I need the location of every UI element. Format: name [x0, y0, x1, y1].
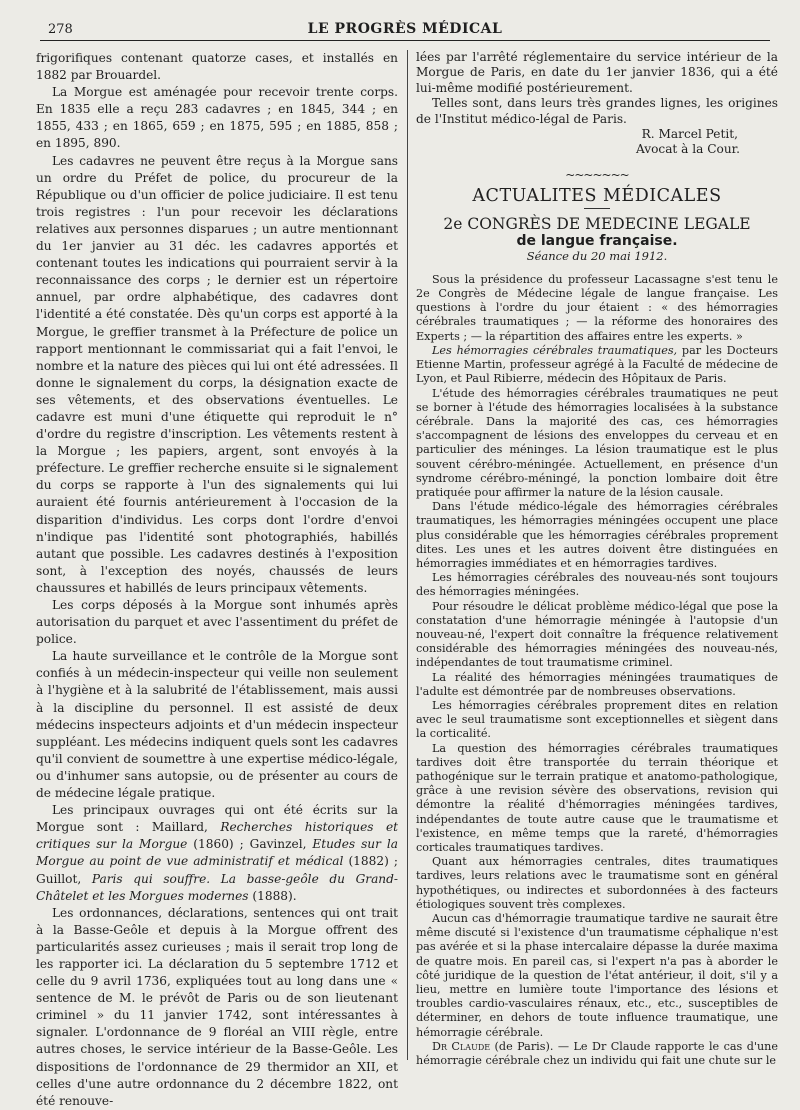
- signature-title: Avocat à la Cour.: [635, 142, 740, 157]
- item-heading: [416, 344, 778, 387]
- paragraph: Aucun cas d'hémorragie traumatique tardive ne saurait être même discuté si l'existence d'un traumatisme céphalique n'est pas avérée et si la phase intercalaire dépasse la durée maxima de quatre mois. En pareil cas, si l'expert n'a pas à aborder le côté juridique de la question de l'état antérieur, il doit, s'il y a lieu, mettre en lumière toute l'importance des lésions et troubles cardio-vasculaires rénaux, etc., etc., susceptibles de déterminer, en dehors de toute influence traumatique, une hémorragie cérébrale.: [416, 912, 778, 1039]
- paragraph: La question des hémorragies cérébrales traumatiques tardives doit être transportée du terrain théorique et pathogénique sur le terrain pratique et anatomo-pathologique, grâce à une revision sévère des observations, revision qui démontre la réalité d'hémorragies méningées tardives, indépendantes de toute autre cause que le traumatisme et l'existence, en même temps que la rareté, d'hémorragies corticales traumatiques tardives.: [416, 741, 778, 854]
- journal-title: LE PROGRÈS MÉDICAL: [307, 21, 503, 37]
- text-run: (1860) ; Gavinzel,: [193, 837, 307, 852]
- paragraph: Quant aux hémorragies centrales, dites traumatiques tardives, leurs relations avec le traumatisme sont en général hypothétiques, ou indirectes et subordonnées à des facteurs étiologiques souvent très complexes.: [416, 855, 778, 911]
- item-authors: par les Docteurs Etienne Martin, professeur agrégé à la Faculté de médecine de Lyon, et Paul Ribierre, médecin des Hôpitaux de Paris.: [416, 343, 778, 386]
- paragraph: La réalité des hémorragies méningées traumatiques de l'adulte est démontrée par de nombreuses observations.: [416, 670, 778, 698]
- book-title: Paris qui souffre. La basse-geôle du Grand-Châtelet et les Morgues modernes: [36, 871, 398, 903]
- paragraph: Dans l'étude médico-légale des hémorragies cérébrales traumatiques, les hémorragies méningées occupent une place plus considérable que les hémorragies cérébrales proprement dites. Les unes et les autres doivent être distinguées en hémorragies immédiates et en hémorragies tardives.: [416, 500, 778, 570]
- column-divider: [407, 50, 408, 1060]
- paragraph: La Morgue est aménagée pour recevoir trente corps. En 1835 elle a reçu 283 cadavres ; en 1845, 344 ; en 1855, 433 ; en 1865, 659 ; en 1875, 595 ; en 1885, 858 ; en 1895, 890.: [36, 85, 398, 151]
- right-column: [416, 50, 778, 1068]
- ornament-divider: ~~~~~~~: [565, 167, 629, 182]
- report-body: [416, 273, 778, 1068]
- paragraph: Les hémorragies cérébrales proprement dites en relation avec le seul traumatisme sont exceptionnelles et siègent dans la corticalité.: [416, 698, 778, 741]
- book-title: Etudes sur la Morgue au point de vue administratif et médical: [36, 837, 398, 869]
- section-title: ACTUALITES MÉDICALES: [472, 186, 722, 207]
- page-header: [40, 18, 770, 41]
- paragraph: Les hémorragies cérébrales des nouveau-nés sont toujours des hémorragies méningées.: [416, 571, 778, 599]
- book-title: Recherches historiques et critiques sur la Morgue: [36, 820, 399, 852]
- signature-name: R. Marcel Petit,: [641, 127, 738, 142]
- paragraph: frigorifiques contenant quatorze cases, et installés en 1882 par Brouardel.: [36, 51, 398, 83]
- congress-title: 2e CONGRÈS DE MEDECINE LEGALE: [443, 214, 751, 233]
- title-rule: [584, 208, 610, 209]
- item-title: Les hémorragies cérébrales traumatiques,: [432, 343, 678, 357]
- text-run: (1888).: [252, 888, 297, 903]
- text-run: (1882) ; Guillot,: [36, 854, 398, 886]
- paragraph: Telles sont, dans leurs très grandes lignes, les origines de l'Institut médico-légal de Paris.: [416, 96, 778, 126]
- bibliography-paragraph: [36, 802, 398, 905]
- session-date: Séance du 20 mai 1912.: [526, 249, 668, 264]
- page-number: 278: [48, 22, 73, 37]
- paragraph: Sous la présidence du professeur Lacassagne s'est tenu le 2e Congrès de Médecine légale de langue française. Les questions à l'ordre du jour étaient : « des hémorragies cérébrales traumatiques ; — la réforme des honoraires des Experts ; — la répartition des affaires entre les experts. »: [416, 272, 778, 343]
- congress-subtitle: de langue française.: [516, 233, 678, 250]
- paragraph: Pour résoudre le délicat problème médico-légal que pose la constatation d'une hémorragie méningée à l'autopsie d'un nouveau-né, l'expert doit connaître la fréquence relativement considérable des hémorragies méningées des nouveau-nés, indépendantes de tout traumatisme criminel.: [416, 599, 778, 670]
- left-column: [36, 50, 398, 1110]
- speaker-name: Dr Claude: [432, 1039, 491, 1053]
- text-run: Les principaux ouvrages qui ont été écrits sur la Morgue sont : Maillard,: [36, 803, 398, 835]
- paragraph: Les cadavres ne peuvent être reçus à la Morgue sans un ordre du Préfet de police, du procureur de la République ou d'un officier de police judiciaire. Il est tenu trois registres : l'un pour recevoir les déclarations relatives aux personnes disparues ; un autre mentionnant du 1er janvier au 31 déc. les cadavres apportés et contenant toutes les indications qui pourraient servir à la reconnaissance des corps ; le dernier est un répertoire annuel, par ordre alphabétique, des cadavres dont l'identité a été constatée. Dès qu'un corps est apporté à la Morgue, le greffier transmet à la Préfecture de police un rapport mentionnant le commissariat qui a fait l'envoi, le nombre et la nature des pièces qui lui ont été adressées. Il donne le signalement du corps, la désignation exacte de ses vêtements, et des observations éventuelles. Le cadavre est muni d'une étiquette qui reproduit le n° d'ordre du registre d'inscription. Les vêtements restent à la Morgue ; les papiers, argent, sont envoyés à la préfecture. Le greffier recherche ensuite si le signalement du corps se rapporte à l'un des signalements qui lui auraient été fournis antérieurement à l'occasion de la disparition d'individus. Les corps dont l'ordre d'envoi n'indique pas l'identité sont photographiés, habillés autant que possible. Les cadavres destinés à l'exposition sont, à l'exception des noyés, chaussés de leurs chaussures et habillés de leurs principaux vêtements.: [36, 153, 398, 595]
- paragraph: Les ordonnances, déclarations, sentences qui ont trait à la Basse-Geôle et depuis à la Morgue offrent des particularités assez curieuses ; mais il serait trop long de les rapporter ici. La déclaration du 5 septembre 1712 et celle du 9 avril 1736, expliquées tout au long dans une « sentence de M. le prévôt de Paris ou de son lieutenant criminel » du 11 janvier 1742, sont intéressantes à signaler. L'ordonnance de 9 floréal an VIII règle, entre autres choses, le service intérieur de la Basse-Geôle. Les dispositions de l'ordonnance de 29 thermidor an XII, et celles d'une autre ordonnance du 2 décembre 1822, ont été renouve-: [36, 905, 398, 1108]
- paragraph: lées par l'arrêté réglementaire du service intérieur de la Morgue de Paris, en date du 1er janvier 1836, qui a été lui-même modifié postérieurement.: [416, 50, 778, 95]
- paragraph: L'étude des hémorragies cérébrales traumatiques ne peut se borner à l'étude des hémorragies localisées à la substance cérébrale. Dans la majorité des cas, ces hémorragies s'accompagnent de lésions des enveloppes du cerveau et en particulier des méninges. La lésion traumatique est le plus souvent cérébro-méningée. Actuellement, en présence d'un syndrome cérébro-méningé, la ponction lombaire doit être pratiquée pour affirmer la nature de la lésion causale.: [416, 386, 778, 499]
- text-run: (de Paris). — Le Dr Claude rapporte le cas d'une hémorragie cérébrale chez un individu qui fait une chute sur le: [416, 1039, 778, 1068]
- paragraph: Les corps déposés à la Morgue sont inhumés après autorisation du parquet et avec l'assentiment du préfet de police.: [36, 598, 398, 647]
- paragraph: [416, 1040, 778, 1068]
- paragraph: La haute surveillance et le contrôle de la Morgue sont confiés à un médecin-inspecteur qui veille non seulement à l'hygiène et à la salubrité de l'établissement, mais aussi à la discipline du personnel. Il est assisté de deux médecins inspecteurs adjoints et d'un médecin inspecteur suppléant. Les médecins indiquent quels sont les cadavres qu'il convient de soumettre à une expertise médico-légale, ou d'inhumer sans autopsie, ou de présenter au cours de de médecine légale pratique.: [36, 649, 398, 801]
